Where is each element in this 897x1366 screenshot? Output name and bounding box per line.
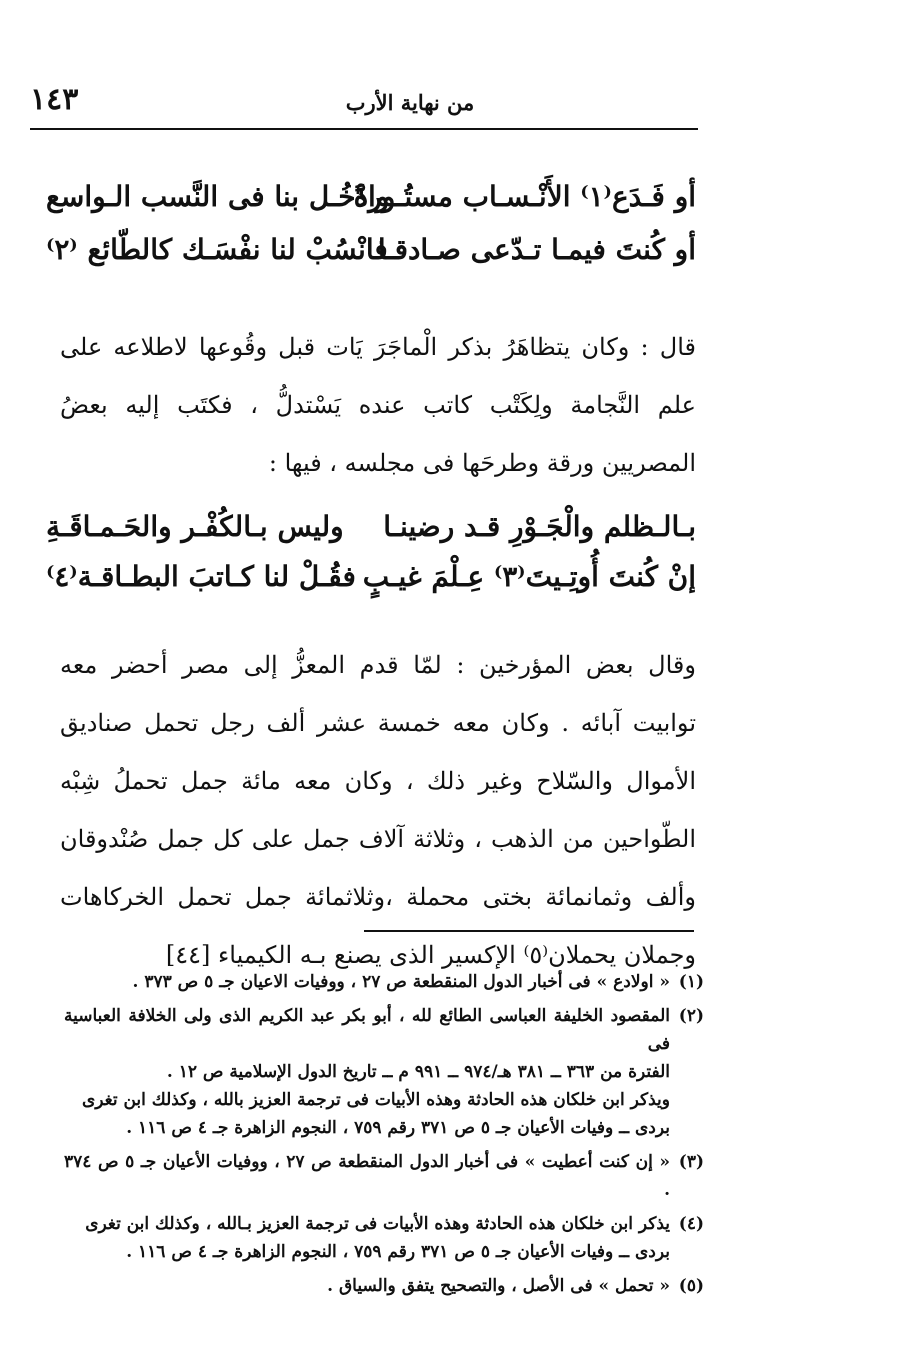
footnote-line: بردى ــ وفيات الأعيان جـ ٥ ص ٣٧١ رقم ٧٥٩ ، النجوم الزاهرة جـ ٤ ص ١١٦ . <box>126 1242 670 1262</box>
footnote-line: يذكر ابن خلكان هذه الحادثة وهذه الأبيات فى ترجمة العزيز بـالله ، وكذلك ابن تغرى <box>85 1214 670 1234</box>
running-title: من نهاية الأرب <box>345 90 475 115</box>
footnote-line: « اولادع » فى أخبار الدول المنقطعة ص ٢٧ ، ووفيات الاعيان جـ ٥ ص ٣٧٣ . <box>132 972 670 992</box>
hemistich: وليس بـالكُفْـر والحَـمـاقَـةِ <box>46 510 344 543</box>
footnote <box>64 968 704 996</box>
footnote-line: « تحمل » فى الأصل ، والتصحيح يتفق والسياق . <box>327 1276 670 1296</box>
poem1-line2 <box>46 233 696 283</box>
footnote-rule <box>364 930 694 932</box>
footnote-line: ويذكر ابن خلكان هذه الحادثة وهذه الأبيات فى ترجمة العزيز بالله ، وكذلك ابن تغرى <box>81 1090 670 1110</box>
footnote-number: (٤) <box>678 1214 704 1234</box>
paragraph-2: وقال بعض المؤرخين : لمّا قدم المعزُّ إلى مصر أحضر معه توابيت آبائه . وكان معه خمسة عشر ألف رجل تحمل صناديق الأموال والسّلاح وغير ذلك ، وكان معه مائة جمل تحملُ شِبْه الطّواحين من الذهب ، وثلاثة آلاف جمل على كل جمل صُنْدوقان وألف وثمانمائة بختى محملة ،وثلاثمائة جمل تحمل الخركاهات وجملان يحملان⁽٥⁾ الإكسير الذى يصنع بـه الكيمياء [٤٤] <box>60 651 696 969</box>
page-number: ١٤٣ <box>30 82 79 117</box>
footnote-number: (٥) <box>678 1276 704 1296</box>
page-header <box>30 82 698 128</box>
hemistich: وادْخُـل بنا فى النَّسب الـواسع <box>46 180 390 213</box>
footnote-text <box>64 1002 670 1142</box>
footnote <box>64 1210 704 1266</box>
footnote-text <box>64 1148 670 1204</box>
footnote-text <box>64 968 670 996</box>
hemistich: إنْ كُنتَ أُوتِـيتَ⁽٣⁾ عِـلْمَ غيـبٍ <box>362 560 696 593</box>
hemistich: أو فَـدَع⁽١⁾ الأَنْـسـاب مستُـورةً <box>353 180 696 213</box>
footnote <box>64 1148 704 1204</box>
footnote-text <box>64 1272 670 1300</box>
hemistich: فقُـلْ لنا كـاتبَ البطـاقـة⁽٤⁾ <box>46 560 356 593</box>
footnote-line: « إن كنت أعطيت » فى أخبار الدول المنقطعة ص ٢٧ ، ووفيات الأعيان جـ ٥ ص ٣٧٤ . <box>64 1152 670 1200</box>
header-rule <box>30 128 698 130</box>
footnote-number: (٢) <box>678 1006 704 1026</box>
hemistich: فانْسُبْ لنا نفْسَـك كالطّائع ⁽٢⁾ <box>46 233 388 266</box>
poem2-line1 <box>46 510 696 560</box>
footnote <box>64 1272 704 1300</box>
hemistich: أو كُنتَ فيمـا تـدّعى صـادقـا <box>377 233 696 266</box>
footnote-line: المقصود الخليفة العباسى الطائع لله ، أبو بكر عبد الكريم الذى ولى الخلافة العباسية فى <box>64 1006 670 1054</box>
footnote-line: الفترة من ٣٦٣ ــ ٣٨١ هـ/٩٧٤ ــ ٩٩١ م ــ تاريخ الدول الإسلامية ص ١٢ . <box>166 1062 670 1082</box>
footnote-text <box>64 1210 670 1266</box>
footnote-number: (١) <box>678 972 704 992</box>
footnote-number: (٣) <box>678 1152 704 1172</box>
poem2-line2 <box>46 560 696 610</box>
hemistich: بـالـظلم والْجَـوْرِ قـد رضينـا <box>383 510 696 543</box>
poem1-line1 <box>46 180 696 230</box>
paragraph-1: قال : وكان يتظاهَرُ بذكر الْماجَرَ يَات قبل وقُوعها لاطلاعه على علم النَّجامة ولِكَتْب كاتب عنده يَسْتدلُّ ، فكتَب إليه بعضُ المصريين ورقة وطرحَها فى مجلسه ، فيها : <box>60 333 696 477</box>
footnote-line: بردى ــ وفيات الأعيان جـ ٥ ص ٣٧١ رقم ٧٥٩ ، النجوم الزاهرة جـ ٤ ص ١١٦ . <box>126 1118 670 1138</box>
footnotes <box>64 968 704 1306</box>
footnote <box>64 1002 704 1142</box>
